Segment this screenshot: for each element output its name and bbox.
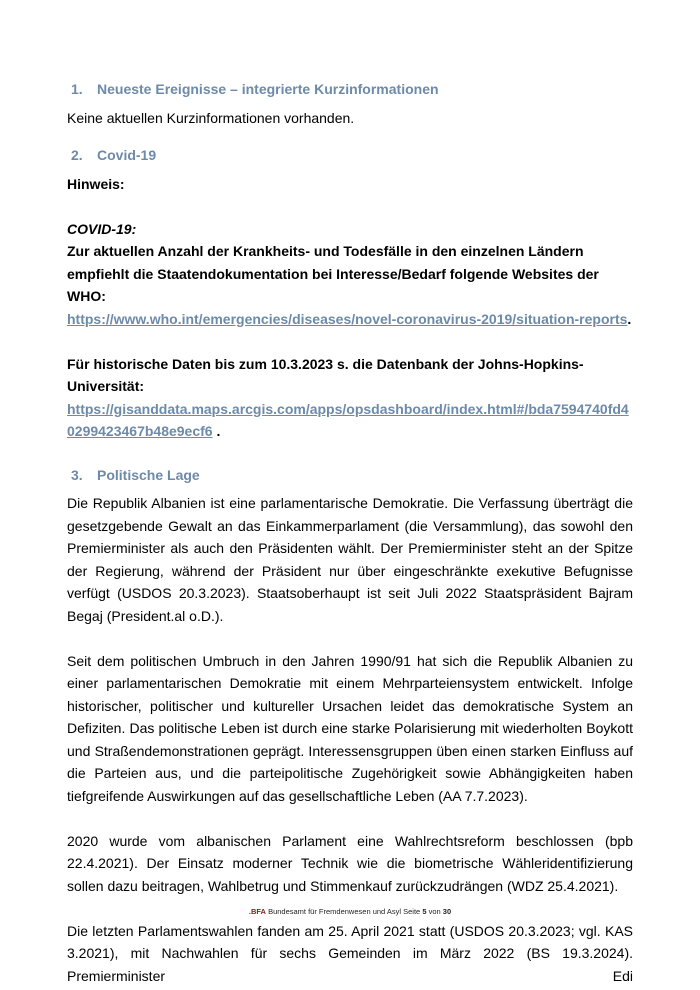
footer-text: Bundesamt für Fremdenwesen und Asyl Seite (268, 907, 421, 916)
section-heading-3 (67, 464, 633, 487)
who-link[interactable]: https://www.who.int/emergencies/diseases/novel-coronavirus-2019/situation-reports (67, 310, 628, 327)
page-number: 5 (422, 907, 427, 916)
s1-text: Keine aktuellen Kurzinformationen vorhanden. (67, 109, 355, 126)
period: . (216, 423, 221, 439)
section-heading-1 (67, 78, 633, 101)
paragraph: Die Republik Albanien ist eine parlamentarische Demokratie. Die Verfassung überträgt die gesetzgebende Gewalt an das Einkammerparlament (die Versammlung), das sowohl den Premierminister als auch den Präsidenten wählt. Der Premierminister steht an der Spitze der Regierung, während der Präsident nur über eingeschränkte exekutive Befugnisse verfügt (USDOS 20.3.2023). Staatsoberhaupt ist seit Juli 2022 Staatspräsident Bajram Begaj (President.al o.D.). (67, 495, 633, 624)
section-title: Politische Lage (97, 466, 200, 483)
historic-text: Für historische Daten bis zum 10.3.2023 s. die Datenbank der Johns-Hopkins-Universität: (67, 355, 584, 394)
document-body (67, 78, 633, 987)
page-footer (0, 907, 700, 916)
paragraph: Die letzten Parlamentswahlen fanden am 25. April 2021 statt (USDOS 20.3.2023; vgl. KAS 3.2021), mit Nachwahlen für sechs Gemeinden im März 2022 (BS 19.3.2024). Premierminister Edi (67, 922, 633, 984)
bfa-logo: .BFA (248, 907, 266, 916)
jhu-link[interactable]: https://gisanddata.maps.arcgis.com/apps/opsdashboard/index.html#/bda7594740fd40299423467b48e9ecf6 (67, 400, 629, 439)
page-total: 30 (442, 907, 452, 916)
covid-label: COVID-19: (67, 220, 137, 237)
section-title: Neueste Ereignisse – integrierte Kurzinformationen (97, 81, 439, 97)
section-number: 2. (71, 147, 83, 163)
section-number: 1. (71, 81, 83, 97)
paragraph: 2020 wurde vom albanischen Parlament eine Wahlrechtsreform beschlossen (bpb 22.4.2021). Der Einsatz moderner Technik wie die biometrische Wähleridentifizierung sollen dazu beitragen, Wahlbetrug und Stimmenkauf zurückzudrängen (WDZ 25.4.2021). (67, 832, 633, 894)
footer-of: von (428, 907, 441, 916)
hinweis-label: Hinweis: (67, 175, 125, 192)
period: . (627, 310, 632, 327)
section-number: 3. (71, 466, 83, 483)
paragraph: Seit dem politischen Umbruch in den Jahren 1990/91 hat sich die Republik Albanien zu einer parlamentarischen Demokratie mit einem Mehrparteiensystem entwickelt. Infolge historischer, politischer und kultureller Ursachen leidet das demokratische System an Defiziten. Das politische Leben ist durch eine starke Polarisierung mit wiederholten Boykott und Straßendemonstrationen geprägt. Interessensgruppen üben einen starken Einfluss auf die Parteien aus, und die parteipolitische Zugehörigkeit sowie Abhängigkeiten haben tiefgreifende Auswirkungen auf das gesellschaftliche Leben (AA 7.7.2023). (67, 652, 633, 804)
covid-text: Zur aktuellen Anzahl der Krankheits- und Todesfälle in den einzelnen Ländern empfiehlt die Staatendokumentation bei Interesse/Bedarf folgende Websites der WHO: (67, 243, 599, 304)
section-title: Covid-19 (97, 147, 157, 163)
section-heading-2 (67, 144, 633, 167)
